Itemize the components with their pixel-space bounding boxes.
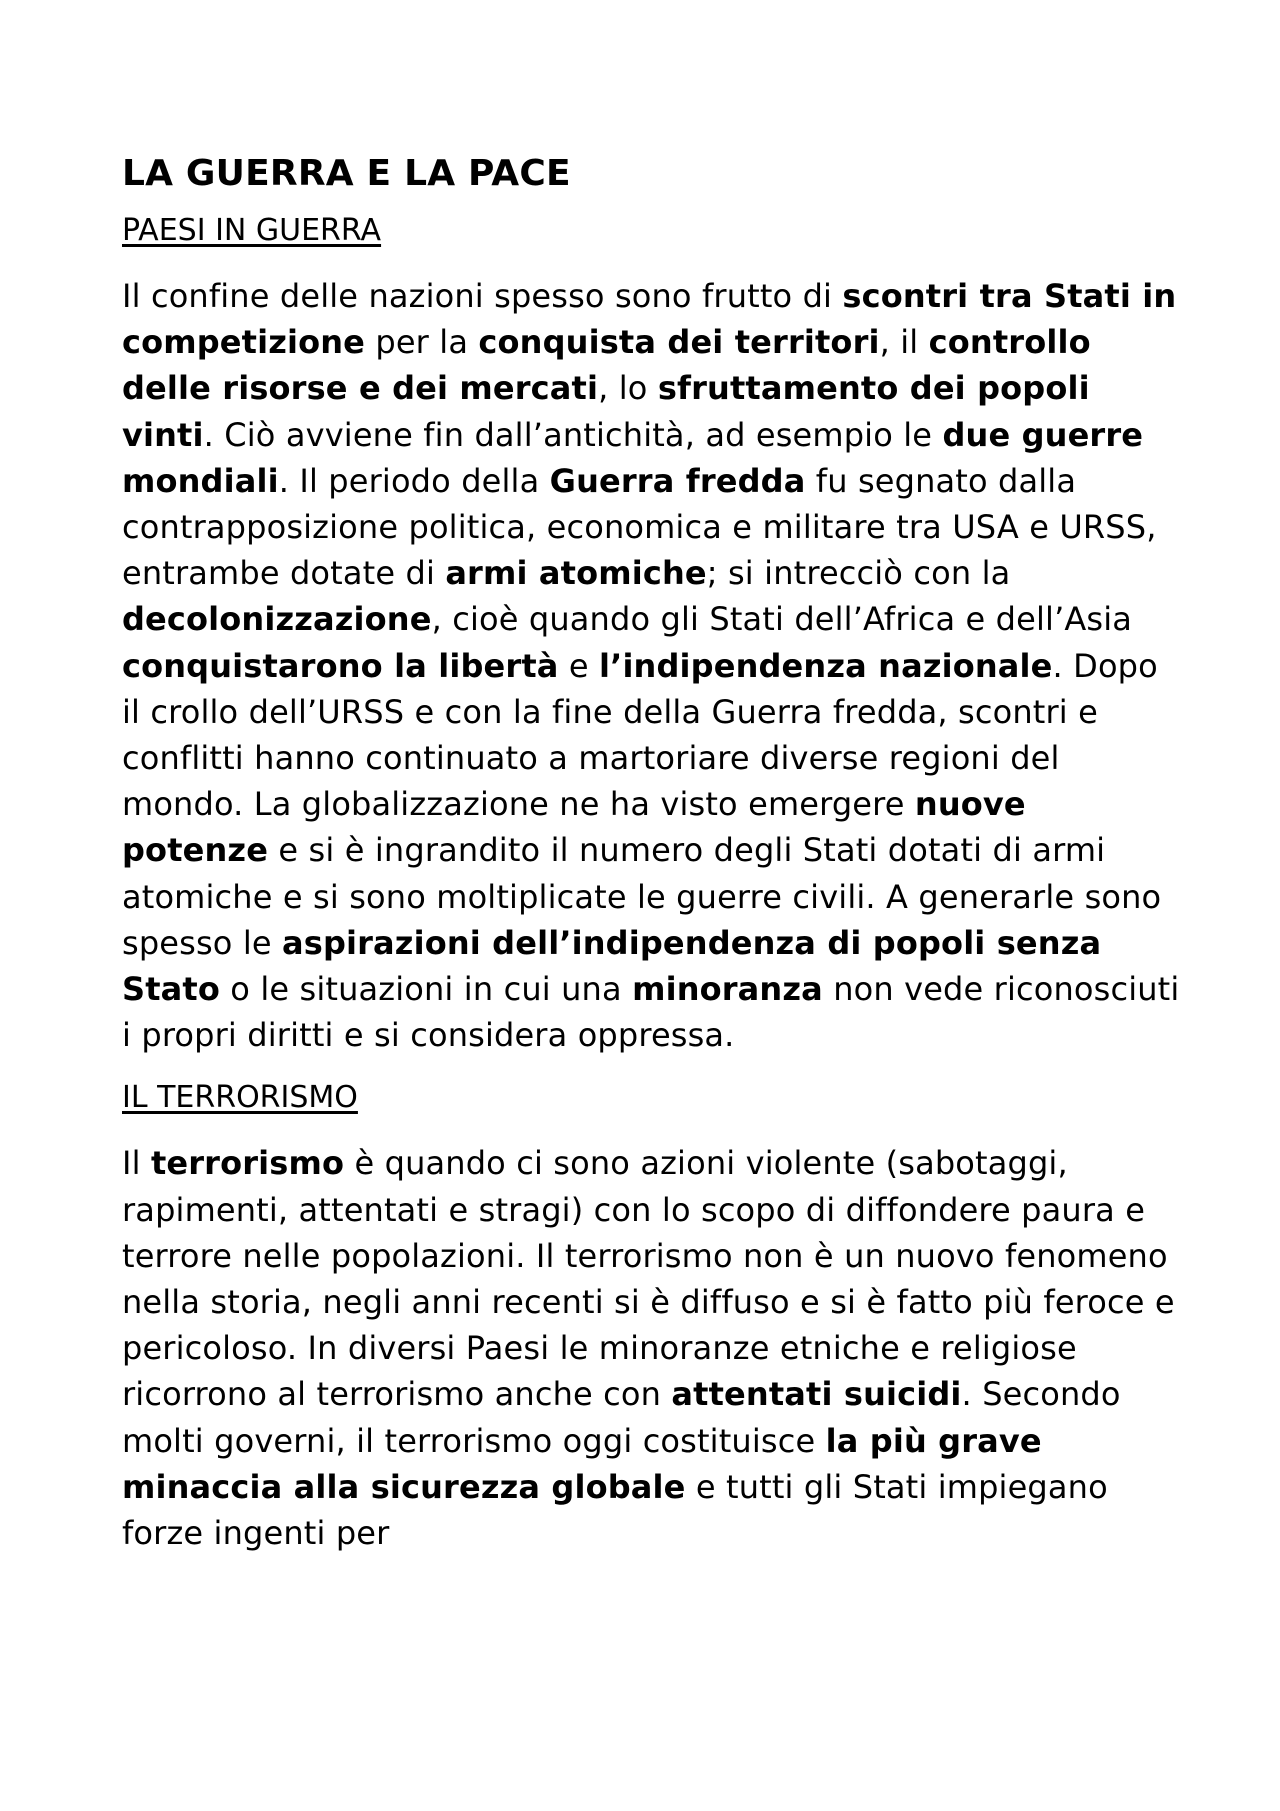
- bold-text-run: la più grave minaccia alla sicurezza globale: [122, 1421, 1042, 1506]
- text-run: e si è ingrandito il numero degli Stati dotati di armi atomiche e si sono moltiplicate le guerre civili. A generarle sono spesso le: [122, 831, 1162, 962]
- text-run: e tutti gli Stati impiegano forze ingenti per: [122, 1467, 1108, 1553]
- bold-text-run: conquistarono la libertà: [122, 646, 559, 685]
- text-run: . Dopo il crollo dell’URSS e con la fine della Guerra fredda, scontri e conflitti hanno continuato a martoriare diverse regioni del mondo. La globalizzazione ne ha visto emergere: [122, 646, 1158, 824]
- text-run: , il: [879, 323, 929, 362]
- paragraph-il-terrorismo: [122, 1140, 1182, 1556]
- bold-text-run: armi atomiche: [445, 554, 707, 593]
- text-run: e: [558, 646, 600, 685]
- text-run: Il: [122, 1144, 151, 1183]
- text-run: . Secondo molti governi, il terrorismo oggi costituisce: [122, 1375, 1121, 1460]
- document-title: LA GUERRA E LA PACE: [122, 153, 571, 194]
- bold-text-run: due guerre mondiali: [122, 415, 1144, 500]
- document-page: [122, 148, 1182, 1556]
- text-run: ; si intrecciò con la: [706, 554, 1011, 593]
- bold-text-run: Guerra fredda: [549, 461, 806, 500]
- bold-text-run: nuove potenze: [122, 785, 1026, 870]
- text-run: è quando ci sono azioni violente (sabotaggi, rapimenti, attentati e stragi) con lo scopo di diffondere paura e terrore nelle popolazioni. Il terrorismo non è un nuovo fenomeno nella storia, negli anni recenti si è diffuso e si è fatto più feroce e pericoloso. In diversi Paesi le minoranze etniche e religiose ricorrono al terrorismo anche con: [122, 1144, 1175, 1414]
- paragraph-paesi-in-guerra: [122, 273, 1182, 1058]
- section-heading-il-terrorismo: IL TERRORISMO: [122, 1080, 358, 1116]
- text-run: . Ciò avviene fin dall’antichità, ad esempio le: [203, 415, 943, 454]
- bold-text-run: sfruttamento dei popoli vinti: [122, 369, 1090, 454]
- text-run: , cioè quando gli Stati dell’Africa e dell’Asia: [431, 600, 1133, 639]
- bold-text-run: scontri tra Stati in competizione: [122, 277, 1177, 362]
- text-run: Il confine delle nazioni spesso sono frutto di: [122, 277, 843, 315]
- bold-text-run: terrorismo: [150, 1144, 345, 1183]
- bold-text-run: attentati suicidi: [671, 1375, 962, 1414]
- section-heading-paesi-in-guerra: PAESI IN GUERRA: [122, 213, 382, 248]
- bold-text-run: decolonizzazione: [122, 600, 432, 639]
- bold-text-run: minoranza: [632, 970, 823, 1009]
- text-run: o le situazioni in cui una: [219, 970, 633, 1009]
- text-run: fu segnato dalla contrapposizione politica, economica e militare tra USA e URSS, entrambe dotate di: [122, 461, 1157, 593]
- text-run: non vede riconosciuti i propri diritti e si considera oppressa.: [122, 970, 1180, 1055]
- text-run: , lo: [598, 369, 658, 408]
- bold-text-run: controllo delle risorse e dei mercati: [122, 323, 1091, 408]
- text-run: . Il periodo della: [278, 461, 550, 500]
- text-run: per la: [365, 323, 479, 362]
- bold-text-run: aspirazioni dell’indipendenza di popoli senza Stato: [122, 923, 1102, 1009]
- bold-text-run: l’indipendenza nazionale: [599, 646, 1053, 685]
- bold-text-run: conquista dei territori: [478, 323, 880, 362]
